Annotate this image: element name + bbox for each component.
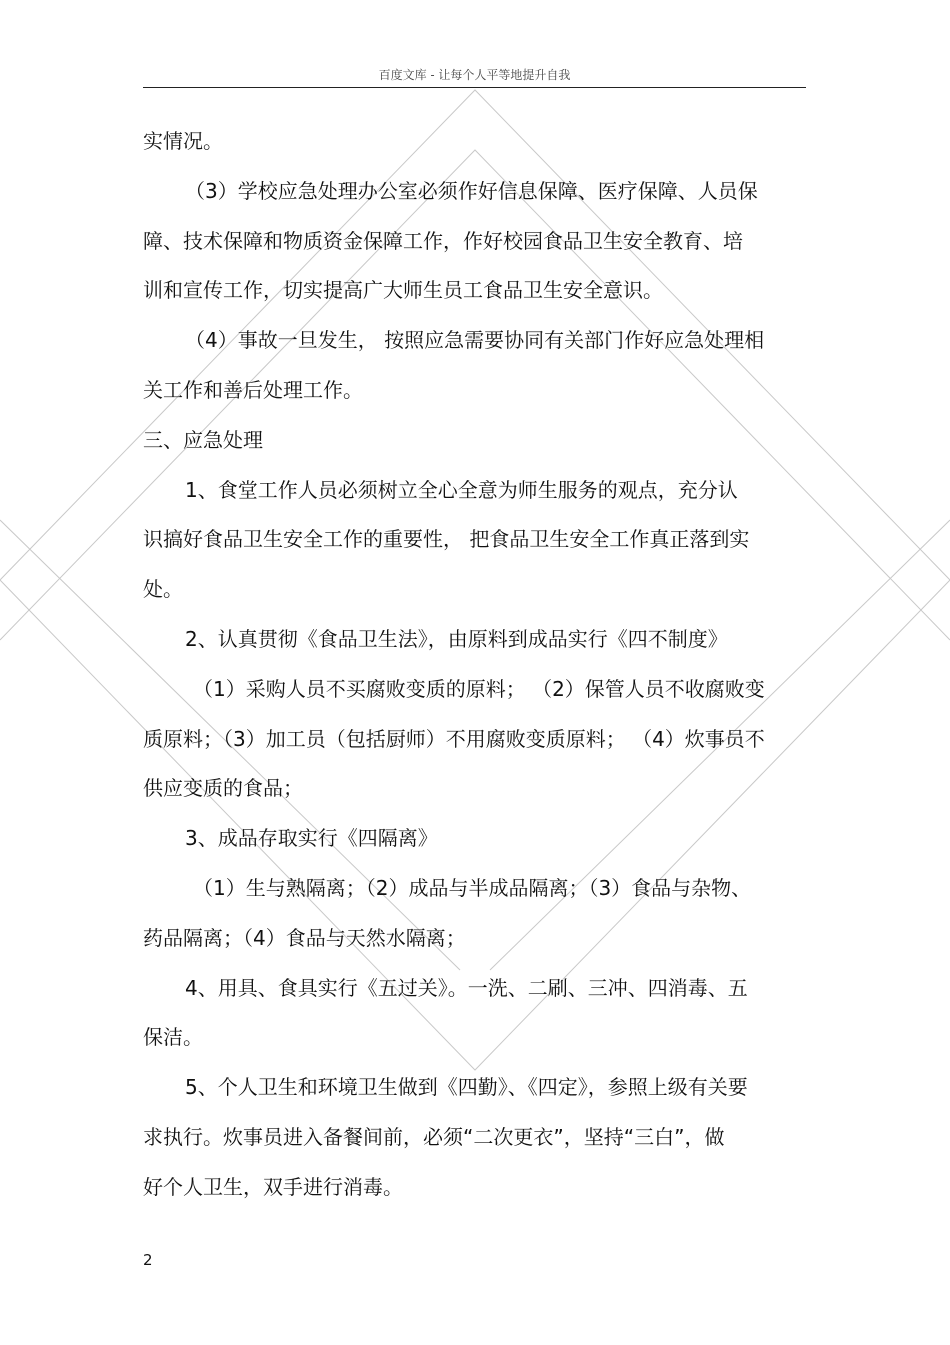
- page-number: 2: [143, 1251, 153, 1269]
- body-line: 1、食堂工作人员必须树立全心全意为师生服务的观点，充分认: [185, 477, 738, 502]
- body-line: 药品隔离；（4）食品与天然水隔离；: [143, 925, 466, 950]
- header-slogan: 让每个人平等地提升自我: [438, 68, 571, 82]
- body-line: 好个人卫生，双手进行消毒。: [143, 1174, 403, 1199]
- body-line: 求执行。炊事员进入备餐间前，必须“二次更衣”，坚持“三白”，做: [143, 1124, 725, 1149]
- page-header: [143, 66, 806, 88]
- body-line: 处。: [143, 577, 183, 602]
- body-line: （4）事故一旦发生， 按照应急需要协同有关部门作好应急处理相: [185, 328, 765, 353]
- body-line: 障、技术保障和物质资金保障工作，作好校园食品卫生安全教育、培: [143, 228, 743, 253]
- body-line: 质原料；（3）加工员（包括厨师）不用腐败变质原料； （4）炊事员不: [143, 726, 765, 751]
- document-body: [143, 117, 809, 1213]
- body-line: 2、认真贯彻《食品卫生法》，由原料到成品实行《四不制度》: [185, 626, 728, 651]
- section-heading: 三、应急处理: [143, 427, 263, 452]
- body-line: 3、成品存取实行《四隔离》: [185, 826, 438, 851]
- header-title: 百度文库: [378, 68, 427, 82]
- body-line: 供应变质的食品；: [143, 776, 303, 801]
- header-separator: -: [426, 68, 439, 82]
- body-line: 识搞好食品卫生安全工作的重要性， 把食品卫生安全工作真正落到实: [143, 527, 750, 552]
- body-line: 4、用具、食具实行《五过关》。一洗、二刷、三冲、四消毒、五: [185, 975, 748, 1000]
- body-line: 实情况。: [143, 129, 223, 153]
- body-line: 关工作和善后处理工作。: [143, 377, 363, 402]
- body-line: （1）生与熟隔离；（2）成品与半成品隔离；（3）食品与杂物、: [193, 875, 752, 900]
- body-line: （3）学校应急处理办公室必须作好信息保障、医疗保障、人员保: [185, 178, 758, 203]
- body-line: 训和宣传工作，切实提高广大师生员工食品卫生安全意识。: [143, 278, 663, 303]
- body-line: 5、个人卫生和环境卫生做到《四勤》、《四定》，参照上级有关要: [185, 1075, 748, 1100]
- body-line: （1）采购人员不买腐败变质的原料； （2）保管人员不收腐败变: [193, 676, 765, 701]
- body-line: 保洁。: [143, 1025, 203, 1050]
